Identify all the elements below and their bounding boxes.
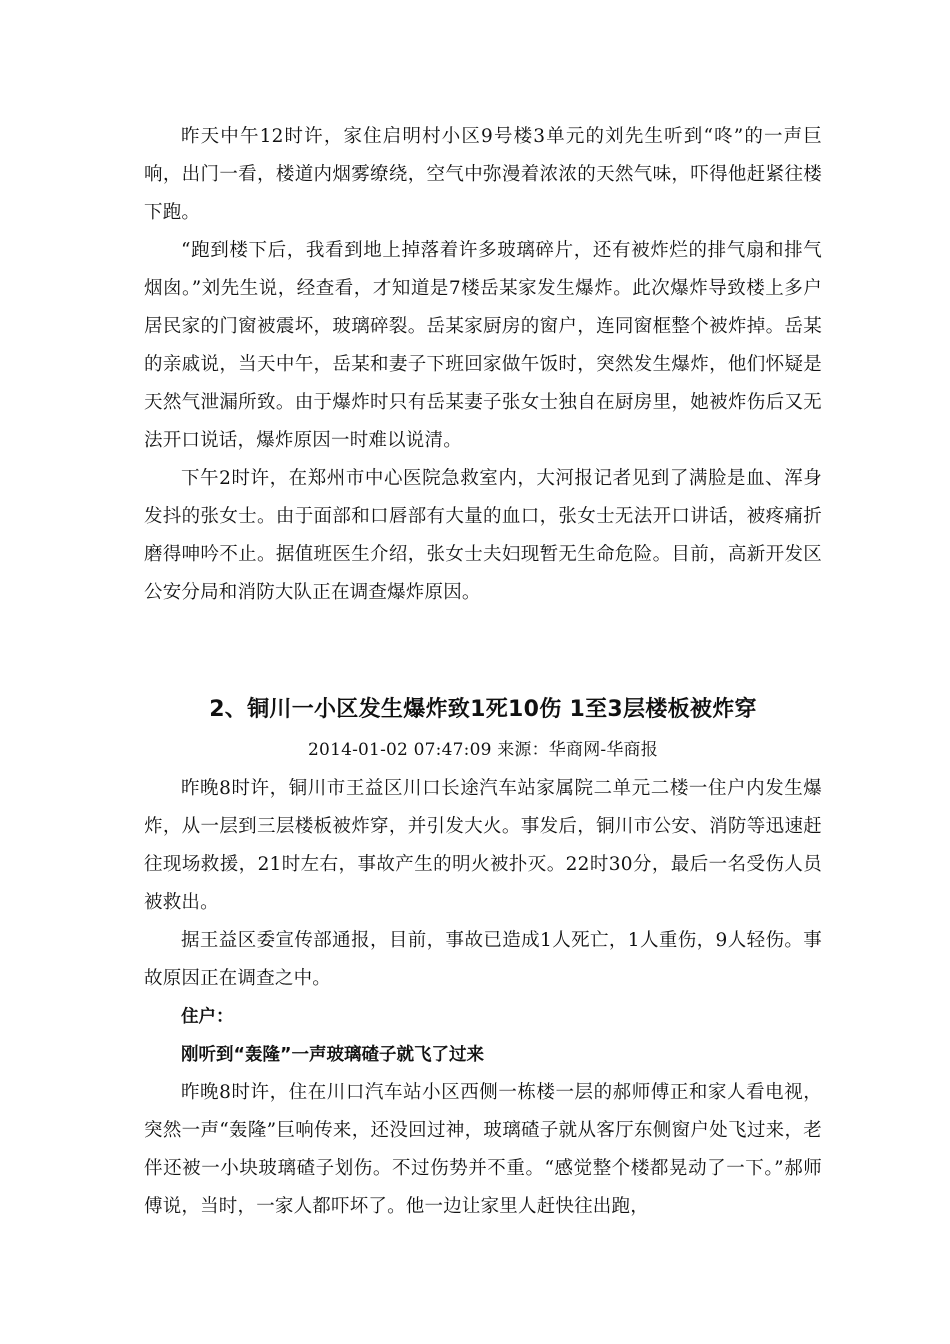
article-1-paragraph: 昨天中午12时许，家住启明村小区9号楼3单元的刘先生听到“咚”的一声巨响，出门一看，楼道内烟雾缭绕，空气中弥漫着浓浓的天然气味，吓得他赶紧往楼下跑。 — [144, 126, 822, 223]
section-spacer — [144, 612, 822, 690]
article-1-paragraph: “跑到楼下后，我看到地上掉落着许多玻璃碎片，还有被炸烂的排气扇和排气烟囱。”刘先生说，经查看，才知道是7楼岳某家发生爆炸。此次爆炸导致楼上多户居民家的门窗被震坏，玻璃碎裂。岳某家厨房的窗户，连同窗框整个被炸掉。岳某的亲戚说，当天中午，岳某和妻子下班回家做午饭时，突然发生爆炸，他们怀疑是天然气泄漏所致。由于爆炸时只有岳某妻子张女士独自在厨房里，她被炸伤后又无法开口说话，爆炸原因一时难以说清。 — [144, 240, 822, 451]
article-2-title: 2、铜川一小区发生爆炸致1死10伤 1至3层楼板被炸穿 — [209, 697, 757, 722]
article-2-closing-paragraph: 昨晚8时许，住在川口汽车站小区西侧一栋楼一层的郝师傅正和家人看电视，突然一声“轰隆”巨响传来，还没回过神，玻璃碴子就从客厅东侧窗户处飞过来，老伴还被一小块玻璃碴子划伤。不过伤势并不重。“感觉整个楼都晃动了一下。”郝师傅说，当时，一家人都吓坏了。他一边让家里人赶快往出跑， — [144, 1082, 822, 1217]
article-2 — [144, 690, 822, 1226]
article-2-subhead-label: 住户： — [181, 1007, 234, 1027]
article-2-meta: 2014-01-02 07:47:09 来源：华商网-华商报 — [308, 740, 658, 760]
article-2-paragraph: 昨晚8时许，铜川市王益区川口长途汽车站家属院二单元二楼一住户内发生爆炸，从一层到三层楼板被炸穿，并引发大火。事发后，铜川市公安、消防等迅速赶往现场救援，21时左右，事故产生的明火被扑灭。22时30分，最后一名受伤人员被救出。 — [144, 778, 822, 913]
article-1-paragraph: 下午2时许，在郑州市中心医院急救室内，大河报记者见到了满脸是血、浑身发抖的张女士。由于面部和口唇部有大量的血口，张女士无法开口讲话，被疼痛折磨得呻吟不止。据值班医生介绍，张女士夫妇现暂无生命危险。目前，高新开发区公安分局和消防大队正在调查爆炸原因。 — [144, 468, 822, 603]
article-2-paragraph: 据王益区委宣传部通报，目前，事故已造成1人死亡，1人重伤，9人轻伤。事故原因正在调查之中。 — [144, 930, 822, 989]
article-2-subhead-title: 刚听到“轰隆”一声玻璃碴子就飞了过来 — [181, 1045, 485, 1065]
document-page — [144, 118, 822, 1226]
article-1-body — [144, 118, 822, 612]
